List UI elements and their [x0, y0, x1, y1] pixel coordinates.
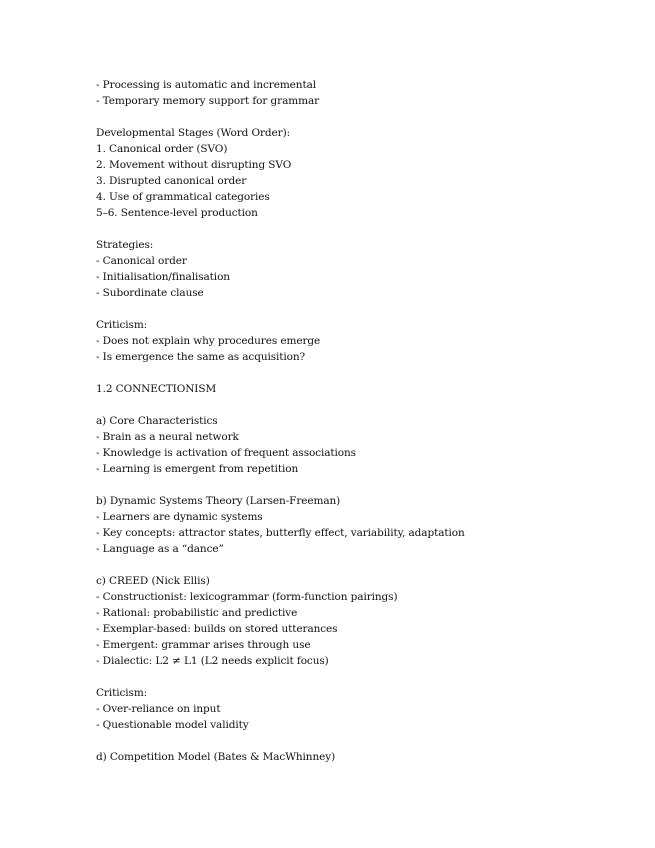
list-item: - Canonical order — [96, 255, 187, 267]
list-item: - Learning is emergent from repetition — [96, 463, 299, 475]
section-connectionism — [96, 381, 616, 397]
section-heading: b) Dynamic Systems Theory (Larsen-Freeman) — [96, 495, 341, 507]
list-item: - Dialectic: L2 ≠ L1 (L2 needs explicit focus) — [96, 655, 329, 667]
spacer — [96, 669, 616, 685]
list-item: - Constructionist: lexicogrammar (form-function pairings) — [96, 591, 398, 603]
list-item: - Over-reliance on input — [96, 703, 221, 715]
spacer — [96, 301, 616, 317]
list-item: 2. Movement without disrupting SVO — [96, 159, 292, 171]
list-item: - Rational: probabilistic and predictive — [96, 607, 298, 619]
section-processing — [96, 77, 616, 109]
section-criticism-2 — [96, 685, 616, 733]
spacer — [96, 109, 616, 125]
section-criticism-1 — [96, 317, 616, 365]
spacer — [96, 397, 616, 413]
list-item: - Learners are dynamic systems — [96, 511, 263, 523]
chapter-heading: 1.2 CONNECTIONISM — [96, 383, 217, 395]
spacer — [96, 477, 616, 493]
section-heading: a) Core Characteristics — [96, 415, 218, 427]
list-item: - Subordinate clause — [96, 287, 204, 299]
section-heading: Developmental Stages (Word Order): — [96, 127, 291, 139]
list-item: - Is emergence the same as acquisition? — [96, 351, 306, 363]
list-item: - Key concepts: attractor states, butterfly effect, variability, adaptation — [96, 527, 465, 539]
section-heading: Criticism: — [96, 319, 148, 331]
list-item: 5–6. Sentence-level production — [96, 207, 258, 219]
list-item: - Questionable model validity — [96, 719, 249, 731]
section-heading: Strategies: — [96, 239, 154, 251]
list-item: - Temporary memory support for grammar — [96, 95, 320, 107]
list-item: 4. Use of grammatical categories — [96, 191, 270, 203]
section-heading: c) CREED (Nick Ellis) — [96, 575, 210, 587]
section-developmental-stages — [96, 125, 616, 221]
document-page — [96, 77, 616, 765]
section-heading: d) Competition Model (Bates & MacWhinney) — [96, 751, 336, 763]
section-dynamic-systems — [96, 493, 616, 557]
section-creed — [96, 573, 616, 669]
list-item: - Processing is automatic and incremental — [96, 79, 316, 91]
spacer — [96, 365, 616, 381]
list-item: - Emergent: grammar arises through use — [96, 639, 311, 651]
list-item: - Does not explain why procedures emerge — [96, 335, 321, 347]
section-heading: Criticism: — [96, 687, 148, 699]
spacer — [96, 557, 616, 573]
list-item: - Initialisation/finalisation — [96, 271, 230, 283]
list-item: - Exemplar-based: builds on stored utterances — [96, 623, 338, 635]
spacer — [96, 733, 616, 749]
section-strategies — [96, 237, 616, 301]
list-item: 1. Canonical order (SVO) — [96, 143, 228, 155]
list-item: - Knowledge is activation of frequent associations — [96, 447, 356, 459]
list-item: - Language as a “dance” — [96, 543, 224, 555]
list-item: - Brain as a neural network — [96, 431, 239, 443]
spacer — [96, 221, 616, 237]
section-core-characteristics — [96, 413, 616, 477]
section-competition-model — [96, 749, 616, 765]
list-item: 3. Disrupted canonical order — [96, 175, 247, 187]
